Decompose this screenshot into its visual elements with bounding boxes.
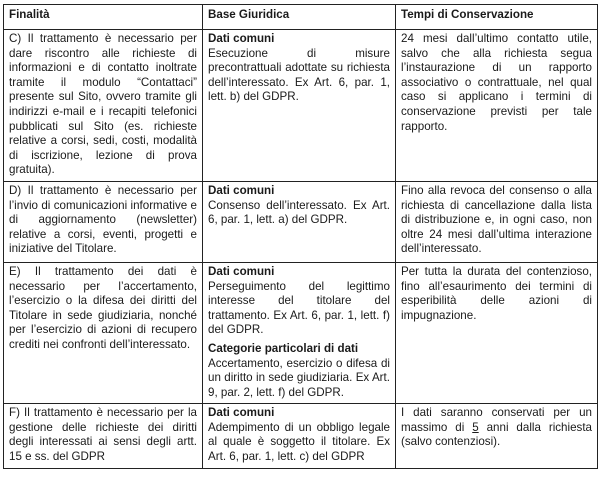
- header-tempi-conservazione: Tempi di Conservazione: [396, 5, 598, 30]
- finalita-cell: [4, 181, 203, 262]
- finalita-text: E) Il trattamento dei dati è necessario per l’accertamento, l’esercizio o la difesa dei diritti del Titolare in sede giudiziaria, nonché per l’esercizio di azioni di recupero crediti nei confronti dell’interessato.: [9, 264, 197, 351]
- finalita-cell: [4, 262, 203, 403]
- table-row: [4, 404, 598, 468]
- base-title: Dati comuni: [208, 406, 275, 420]
- tempi-text: 24 mesi dall’ultimo contatto utile, salvo che alla richiesta segua l’instaurazione di un rapporto associativo o contrattuale, nel qual caso si applicano i termini di conservazione previsti per tale rapporto.: [401, 32, 592, 133]
- tempi-text-before: I dati saranno conservati per un massimo di: [401, 406, 592, 434]
- base-title: Dati comuni: [208, 264, 275, 278]
- base-text-special-categories: Accertamento, esercizio o difesa di un diritto in sede giudiziaria. Ex Art. 9, par. 2, lett. f) del GDPR.: [208, 356, 390, 399]
- finalita-text: D) Il trattamento è necessario per l’invio di comunicazioni informative e di aggiornamento (newsletter) relative a corsi, eventi, progetti e iniziative del Titolare.: [9, 183, 197, 256]
- tempi-cell: [396, 30, 598, 182]
- header-finalita: Finalità: [4, 5, 203, 30]
- base-text: Adempimento di un obbligo legale al quale è soggetto il titolare. Ex Art. 6, par. 1, lett. c) del GDPR: [208, 420, 390, 464]
- finalita-text: F) Il trattamento è necessario per la gestione delle richieste dei diritti degli interessati ai sensi degli artt. 15 e ss. del GDPR: [9, 406, 197, 464]
- tempi-text: Per tutta la durata del contenzioso, fino all’esaurimento dei termini di esperibilità delle azioni di impugnazione.: [401, 264, 592, 322]
- finalita-cell: [4, 30, 203, 182]
- base-text: Consenso dell’interessato. Ex Art. 6, par. 1, lett. a) del GDPR.: [208, 198, 390, 227]
- header-base-giuridica: Base Giuridica: [203, 5, 396, 30]
- base-giuridica-cell: [203, 30, 396, 182]
- tempi-text: Fino alla revoca del consenso o alla richiesta di cancellazione dalla lista di distribuzione e, in ogni caso, non oltre 24 mesi dall’ultima interazione dell’interessato.: [401, 183, 592, 256]
- base-text: Esecuzione di misure precontrattuali adottate su richiesta dell’interessato. Ex Art. 6, par. 1, lett. b) del GDPR.: [208, 46, 390, 104]
- table-row: [4, 181, 598, 262]
- table-row: [4, 30, 598, 182]
- base-giuridica-cell: [203, 262, 396, 403]
- base-title-special-categories: Categorie particolari di dati: [208, 341, 359, 355]
- finalita-text: C) Il trattamento è necessario per dare riscontro alle richieste di informazioni e di contatto inoltrate tramite il modulo “Contattaci” presente sul Sito, ovvero tramite gli indirizzi e-mail e i recapiti telefonici pubblicati sul Sito (es. richieste relative a corsi, sedi, costi, modalità di iscrizione, lezione di prova gratuita).: [9, 32, 197, 177]
- retention-table: [3, 4, 598, 469]
- tempi-text-after: anni dalla richiesta (salvo contenziosi).: [401, 420, 592, 449]
- tempi-cell: [396, 262, 598, 403]
- tempi-cell: [396, 181, 598, 262]
- base-text: Perseguimento del legittimo interesse del titolare del trattamento. Ex Art. 6, par. 1, lett. f) del GDPR.: [208, 279, 390, 337]
- table-header-row: [4, 5, 598, 30]
- base-giuridica-cell: [203, 404, 396, 468]
- finalita-cell: [4, 404, 203, 468]
- tempi-cell: [396, 404, 598, 468]
- base-title: Dati comuni: [208, 32, 275, 45]
- base-giuridica-cell: [203, 181, 396, 262]
- tempi-text: [401, 406, 592, 450]
- base-title: Dati comuni: [208, 183, 275, 197]
- table-row: [4, 262, 598, 403]
- tempi-years-number: 5: [472, 420, 479, 434]
